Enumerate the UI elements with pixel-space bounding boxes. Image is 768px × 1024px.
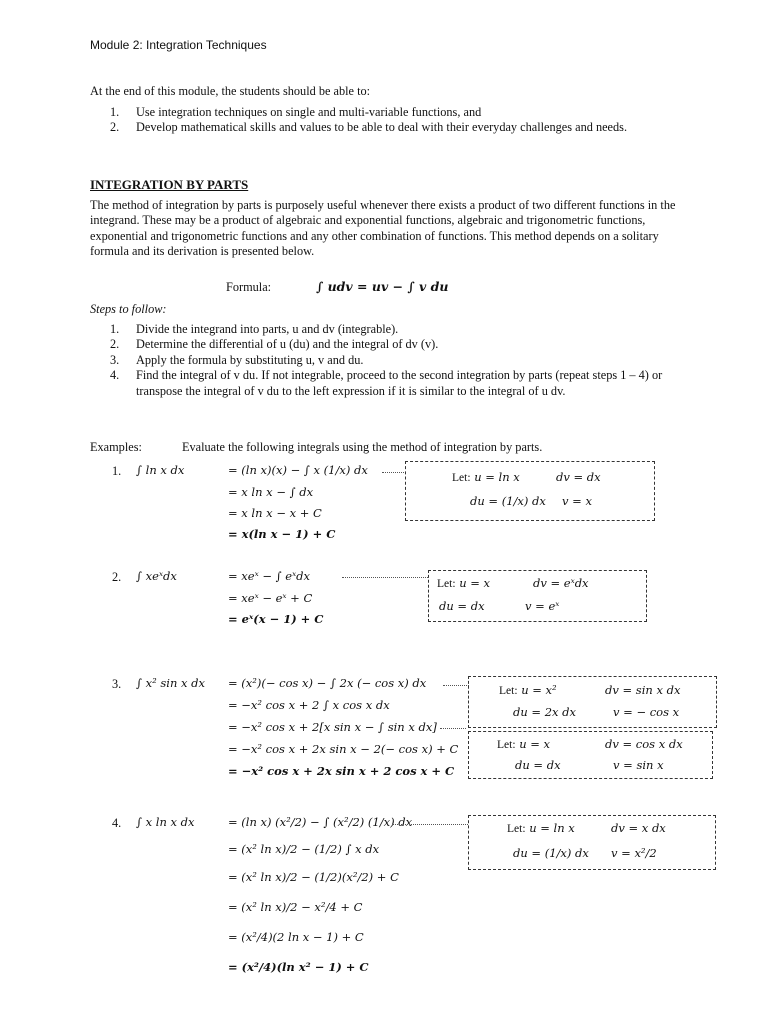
solution-step: = (x²)(− cos x) − ∫ 2x (− cos x) dx: [228, 676, 427, 690]
example-number: 4.: [112, 816, 122, 830]
connector-line: [392, 824, 468, 825]
example-number: 1.: [112, 464, 122, 478]
solution-step: = (ln x)(x) − ∫ x (1/x) dx: [228, 463, 368, 477]
solution-step: = (ln x) (x²/2) − ∫ (x²/2) (1/x) dx: [228, 815, 413, 829]
solution-answer: = (x²/4)(ln x² − 1) + C: [228, 960, 369, 974]
connector-line: [342, 577, 428, 578]
solution-step: = (x²/4)(2 ln x − 1) + C: [228, 930, 364, 944]
list-item: 3. Apply the formula by substituting u, v and du.: [110, 352, 364, 367]
example-problem: ∫ x ln x dx: [136, 815, 195, 829]
list-item: 2. Determine the differential of u (du) and the integral of dv (v).: [110, 337, 439, 352]
example-number: 3.: [112, 677, 122, 691]
solution-step: = (x² ln x)/2 − x²/4 + C: [228, 900, 363, 914]
solution-step: = x ln x − ∫ dx: [228, 485, 314, 499]
example-problem: ∫ x² sin x dx: [136, 676, 206, 690]
substitution-box: Let: u = x dv = eˣdx du = dx v = eˣ: [428, 570, 647, 622]
solution-step: = xeˣ − eˣ + C: [228, 591, 313, 605]
solution-step: = x ln x − x + C: [228, 506, 322, 520]
list-item: 1. Divide the integrand into parts, u and dv (integrable).: [110, 322, 399, 336]
list-item: 1. Use integration techniques on single and multi-variable functions, and: [110, 105, 482, 119]
connector-line: [440, 728, 466, 729]
examples-instruction: Evaluate the following integrals using the method of integration by parts.: [182, 440, 543, 454]
example-problem: ∫ ln x dx: [136, 463, 185, 477]
objectives-list: [110, 105, 690, 136]
solution-step: = −x² cos x + 2x sin x − 2(− cos x) + C: [228, 742, 459, 756]
substitution-box: Let: u = x dv = cos x dx du = dx v = sin x: [468, 731, 713, 779]
list-item: 4. Find the integral of v du. If not integrable, proceed to the second integration by parts (repeat steps 1 – 4) or transpose the integral of v du to the left expression if it is similar to the integral of u dv.: [110, 368, 663, 398]
section-paragraph: The method of integration by parts is purposely useful whenever there exists a product of two different functions in the integrand. These may be a product of algebraic and exponential functions, algebraic and trigonometric functions, exponential and trigonometric functions and any other combination of functions. This method depends on a solitary formula and its derivation is presented below.: [90, 198, 676, 259]
solution-answer: = eˣ(x − 1) + C: [228, 612, 324, 626]
substitution-box: Let: u = x² dv = sin x dx du = 2x dx v = − cos x: [468, 676, 717, 728]
module-title: Module 2: Integration Techniques: [90, 38, 267, 52]
examples-label: Examples:: [90, 440, 142, 454]
connector-line: [382, 472, 406, 473]
connector-line: [443, 685, 469, 686]
formula: ∫ udv = uv − ∫ v du: [316, 279, 449, 294]
objectives-intro: At the end of this module, the students should be able to:: [90, 84, 371, 98]
substitution-box: Let: u = ln x dv = dx du = (1/x) dx v = x: [405, 461, 655, 521]
solution-step: = −x² cos x + 2 ∫ x cos x dx: [228, 698, 390, 712]
substitution-box: Let: u = ln x dv = x dx du = (1/x) dx v = x²/2: [468, 815, 716, 870]
solution-step: = (x² ln x)/2 − (1/2) ∫ x dx: [228, 842, 380, 856]
solution-answer: = x(ln x − 1) + C: [228, 527, 336, 541]
formula-label: Formula:: [226, 280, 272, 294]
steps-list: [110, 322, 665, 399]
steps-heading: Steps to follow:: [90, 302, 167, 316]
list-item: 2. Develop mathematical skills and values to be able to deal with their everyday challenges and needs.: [110, 120, 628, 135]
solution-answer: = −x² cos x + 2x sin x + 2 cos x + C: [228, 764, 455, 778]
solution-step: = −x² cos x + 2[x sin x − ∫ sin x dx]: [228, 720, 437, 734]
solution-step: = (x² ln x)/2 − (1/2)(x²/2) + C: [228, 870, 399, 884]
example-problem: ∫ xeˣdx: [136, 569, 177, 583]
section-heading: INTEGRATION BY PARTS: [90, 177, 249, 192]
example-number: 2.: [112, 570, 122, 584]
solution-step: = xeˣ − ∫ eˣdx: [228, 569, 310, 583]
